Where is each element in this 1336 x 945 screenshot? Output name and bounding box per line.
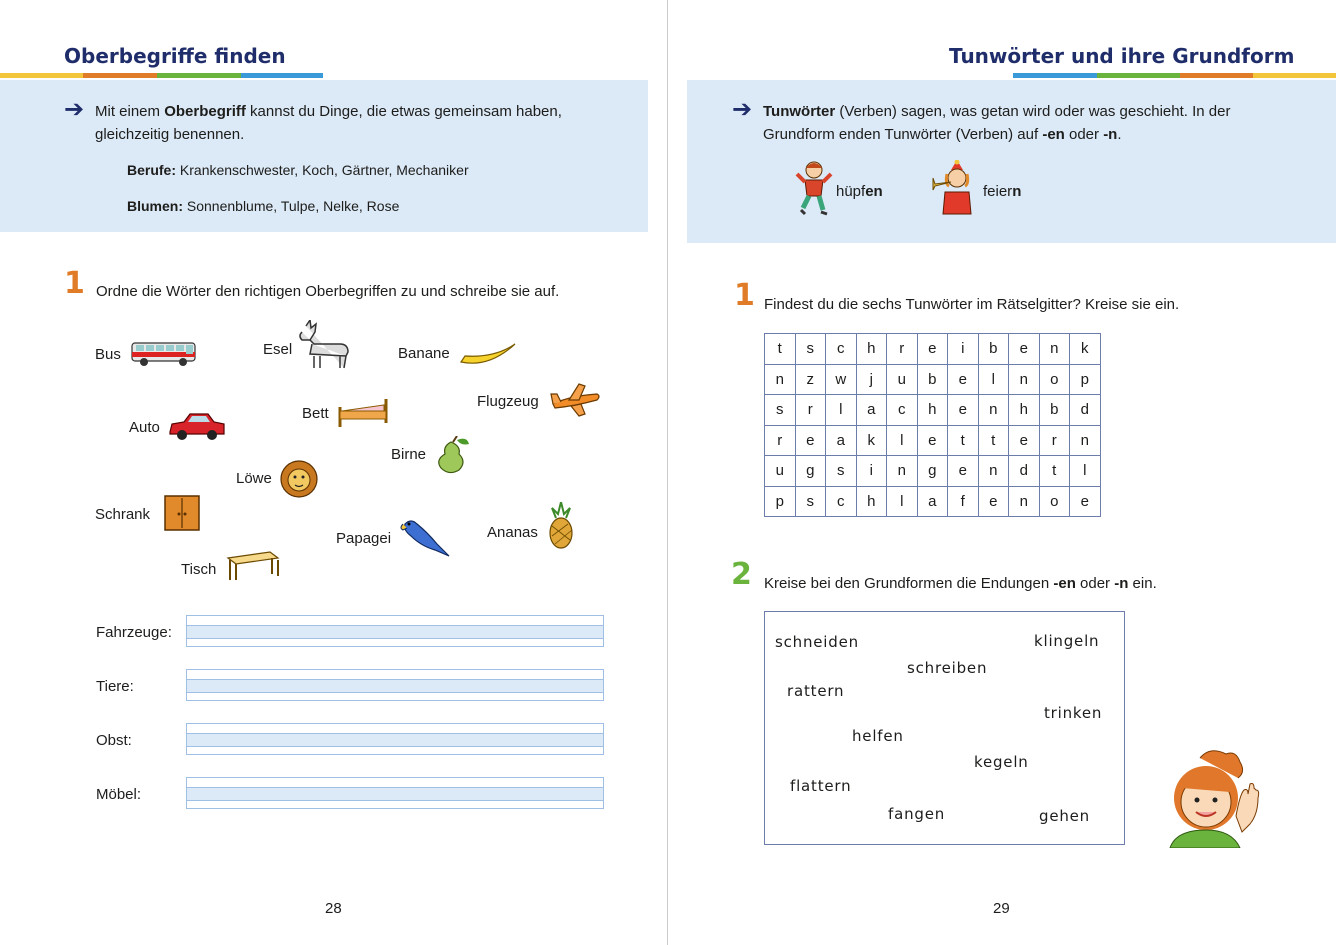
verb-word[interactable]: klingeln <box>1034 632 1100 650</box>
grid-cell[interactable]: h <box>856 334 887 365</box>
example-verb-huepfen: hüpfen <box>836 183 883 200</box>
airplane-icon <box>549 382 603 418</box>
grid-cell[interactable]: n <box>887 456 918 487</box>
word-papagei: Papagei <box>336 530 392 547</box>
task-number: 1 <box>64 266 85 301</box>
trumpet-girl-icon <box>931 160 977 216</box>
grid-cell[interactable]: n <box>978 395 1009 426</box>
grid-cell[interactable]: u <box>765 456 796 487</box>
info-text: Tunwörter (Verben) sagen, was getan wird oder was geschieht. In der Grundform enden Tunwörter (Verben) auf -en oder -n. <box>763 103 1231 143</box>
info-text: Mit einem Oberbegriff kannst du Dinge, die etwas gemeinsam haben, gleichzeitig benennen. <box>95 103 562 143</box>
grid-cell[interactable]: o <box>1039 486 1070 517</box>
word-birne: Birne <box>391 446 427 463</box>
verb-word[interactable]: fangen <box>888 805 946 823</box>
title-stripes <box>1013 73 1336 78</box>
grid-cell[interactable]: r <box>795 395 826 426</box>
category-label: Fahrzeuge: <box>96 624 172 641</box>
word-tisch: Tisch <box>181 561 217 578</box>
verb-word[interactable]: flattern <box>790 777 852 795</box>
grid-cell[interactable]: h <box>1009 395 1040 426</box>
grid-cell[interactable]: r <box>1039 425 1070 456</box>
grid-cell[interactable]: t <box>978 425 1009 456</box>
category-label: Tiere: <box>96 678 134 695</box>
grid-cell[interactable]: d <box>1070 395 1101 426</box>
info-box <box>687 80 1336 243</box>
grid-cell[interactable]: g <box>795 456 826 487</box>
jumping-boy-icon <box>795 160 833 218</box>
info-box <box>0 80 648 232</box>
word-ananas: Ananas <box>487 524 538 541</box>
grid-row <box>765 456 1101 487</box>
right-page-title: Tunwörter und ihre Grundform <box>949 44 1295 68</box>
example-blumen: Blumen: Sonnenblume, Tulpe, Nelke, Rose <box>127 198 400 214</box>
grid-cell[interactable]: t <box>948 425 979 456</box>
verb-word[interactable]: rattern <box>787 682 845 700</box>
verb-box <box>764 611 1125 845</box>
grid-cell[interactable]: a <box>826 425 857 456</box>
bus-icon <box>131 340 197 368</box>
verb-word[interactable]: schreiben <box>907 659 988 677</box>
grid-cell[interactable]: e <box>978 486 1009 517</box>
pear-icon <box>433 436 473 474</box>
grid-cell[interactable]: e <box>948 456 979 487</box>
grid-cell[interactable]: u <box>887 364 918 395</box>
grid-cell[interactable]: e <box>1009 334 1040 365</box>
word-banane: Banane <box>398 345 450 362</box>
grid-cell[interactable]: l <box>978 364 1009 395</box>
verb-word[interactable]: helfen <box>852 727 904 745</box>
writing-line[interactable] <box>186 669 604 701</box>
grid-cell[interactable]: k <box>856 425 887 456</box>
grid-cell[interactable]: k <box>1070 334 1101 365</box>
grid-cell[interactable]: s <box>826 456 857 487</box>
grid-cell[interactable]: o <box>1039 364 1070 395</box>
grid-cell[interactable]: c <box>887 395 918 426</box>
grid-cell[interactable]: l <box>887 486 918 517</box>
writing-line[interactable] <box>186 723 604 755</box>
grid-cell[interactable]: r <box>765 425 796 456</box>
waving-girl-icon <box>1166 748 1262 848</box>
verb-word[interactable]: schneiden <box>775 633 859 651</box>
verb-word[interactable]: gehen <box>1039 807 1090 825</box>
category-label: Obst: <box>96 732 132 749</box>
arrow-right-icon: ➔ <box>64 96 85 123</box>
writing-line[interactable] <box>186 777 604 809</box>
grid-cell[interactable]: j <box>856 364 887 395</box>
grid-cell[interactable]: e <box>1070 486 1101 517</box>
grid-cell[interactable]: i <box>948 334 979 365</box>
grid-row <box>765 364 1101 395</box>
grid-cell[interactable]: d <box>1009 456 1040 487</box>
word-bett: Bett <box>302 405 329 422</box>
page-number: 29 <box>993 900 1010 917</box>
grid-cell[interactable]: l <box>826 395 857 426</box>
grid-cell[interactable]: e <box>795 425 826 456</box>
grid-cell[interactable]: r <box>887 334 918 365</box>
grid-cell[interactable]: s <box>765 395 796 426</box>
grid-cell[interactable]: h <box>856 486 887 517</box>
grid-cell[interactable]: n <box>978 456 1009 487</box>
cabinet-icon <box>163 494 201 532</box>
verb-word[interactable]: trinken <box>1044 704 1103 722</box>
donkey-icon <box>296 320 352 370</box>
grid-cell[interactable]: b <box>978 334 1009 365</box>
grid-row <box>765 486 1101 517</box>
word-loewe: Löwe <box>236 470 272 487</box>
table-icon <box>226 550 280 582</box>
title-stripes <box>0 73 323 78</box>
grid-cell[interactable]: a <box>856 395 887 426</box>
grid-cell[interactable]: t <box>765 334 796 365</box>
grid-cell[interactable]: n <box>1009 486 1040 517</box>
task-number: 2 <box>731 557 752 592</box>
task-instruction: Findest du die sechs Tunwörter im Rätselgitter? Kreise sie ein. <box>764 296 1180 313</box>
grid-cell[interactable]: e <box>948 364 979 395</box>
banana-icon <box>459 340 519 368</box>
word-flugzeug: Flugzeug <box>477 393 539 410</box>
grid-cell[interactable]: z <box>795 364 826 395</box>
grid-cell[interactable]: t <box>1039 456 1070 487</box>
lion-icon <box>280 458 318 500</box>
grid-cell[interactable]: h <box>917 395 948 426</box>
grid-cell[interactable]: n <box>765 364 796 395</box>
grid-cell[interactable]: c <box>826 334 857 365</box>
grid-cell[interactable]: b <box>917 364 948 395</box>
grid-cell[interactable]: b <box>1039 395 1070 426</box>
grid-cell[interactable]: e <box>917 334 948 365</box>
task-instruction: Kreise bei den Grundformen die Endungen -en oder -n ein. <box>764 575 1157 592</box>
grid-cell[interactable]: s <box>795 486 826 517</box>
grid-cell[interactable]: w <box>826 364 857 395</box>
word-esel: Esel <box>263 341 293 358</box>
verb-word[interactable]: kegeln <box>974 753 1029 771</box>
grid-row <box>765 425 1101 456</box>
grid-cell[interactable]: s <box>795 334 826 365</box>
word-auto: Auto <box>129 419 160 436</box>
grid-cell[interactable]: p <box>765 486 796 517</box>
category-label: Möbel: <box>96 786 142 803</box>
grid-cell[interactable]: i <box>856 456 887 487</box>
bed-icon <box>338 393 388 429</box>
grid-cell[interactable]: e <box>917 425 948 456</box>
grid-row <box>765 395 1101 426</box>
grid-cell[interactable]: a <box>917 486 948 517</box>
example-berufe: Berufe: Krankenschwester, Koch, Gärtner, Mechaniker <box>127 162 469 178</box>
writing-line[interactable] <box>186 615 604 647</box>
grid-row <box>765 334 1101 365</box>
grid-cell[interactable]: l <box>887 425 918 456</box>
grid-cell[interactable]: c <box>826 486 857 517</box>
word-bus: Bus <box>95 346 121 363</box>
task-instruction: Ordne die Wörter den richtigen Oberbegriffen zu und schreibe sie auf. <box>96 283 560 300</box>
grid-cell[interactable]: l <box>1070 456 1101 487</box>
grid-cell[interactable]: p <box>1070 364 1101 395</box>
letter-grid[interactable] <box>764 333 1101 517</box>
pineapple-icon <box>546 502 576 550</box>
grid-cell[interactable]: n <box>1009 364 1040 395</box>
grid-cell[interactable]: e <box>1009 425 1040 456</box>
page-number: 28 <box>325 900 342 917</box>
grid-cell[interactable]: f <box>948 486 979 517</box>
task-number: 1 <box>734 278 755 313</box>
arrow-right-icon: ➔ <box>732 96 753 123</box>
grid-cell[interactable]: e <box>948 395 979 426</box>
right-page <box>668 0 1336 945</box>
grid-cell[interactable]: n <box>1070 425 1101 456</box>
left-page-title: Oberbegriffe finden <box>64 44 286 68</box>
example-verb-feiern: feiern <box>983 183 1022 200</box>
grid-cell[interactable]: g <box>917 456 948 487</box>
word-schrank: Schrank <box>95 506 151 523</box>
grid-cell[interactable]: n <box>1039 334 1070 365</box>
car-icon <box>168 412 226 442</box>
parrot-icon <box>397 516 451 558</box>
